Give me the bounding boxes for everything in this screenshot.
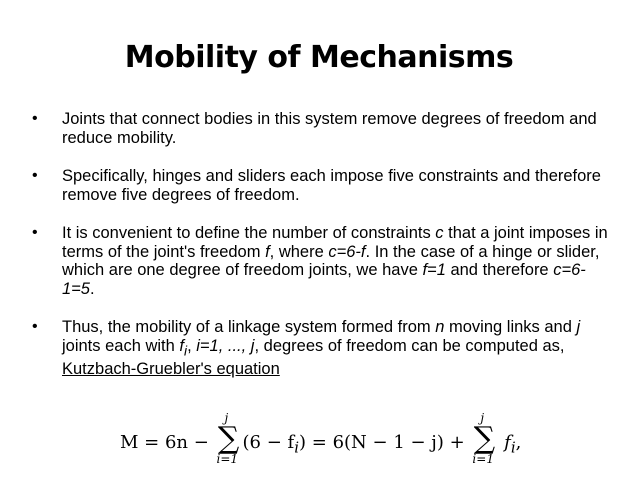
summation-2-lower: i=1 (472, 452, 494, 466)
summation-1-upper: j (224, 411, 229, 425)
var-j: j (576, 318, 581, 336)
formula-lhs: M = 6n − (120, 432, 215, 453)
slide-title: Mobility of Mechanisms (124, 40, 514, 75)
mobility-formula (120, 410, 520, 466)
bullet-dot-icon: • (32, 167, 38, 184)
formula-middle-2: ) = 6(N − 1 − j) + (299, 432, 471, 453)
bullet-list (32, 110, 612, 399)
formula-tail-subscript: i (510, 438, 516, 457)
bullet-text-part: , degrees of freedom can be computed as, (254, 336, 565, 355)
bullet-dot-icon: • (32, 110, 38, 127)
bullet-text-part: . (90, 279, 95, 298)
summation-1-lower: i=1 (216, 452, 239, 466)
bullet-text-part: Thus, the mobility of a linkage system formed from (62, 318, 436, 336)
equation-f: f=1 (422, 261, 446, 279)
summation-2 (470, 411, 498, 466)
var-c: c (435, 224, 444, 242)
var-fi: f (179, 336, 184, 355)
equation-c: c=6-f (328, 242, 366, 261)
equation-c-value: c=6-1=5 (62, 261, 586, 298)
sigma-icon: ∑ (473, 421, 496, 456)
bullet-text-part: . In the case of a hinge or slider, which are one degree of freedom joints, we have (62, 242, 600, 279)
bullet-text-part: and therefore (445, 261, 554, 279)
bullet-text-part: moving links and (444, 318, 577, 336)
summation-1 (215, 411, 243, 466)
bullet-text: Joints that connect bodies in this system remove degrees of freedom and reduce mobility. (62, 110, 597, 147)
formula-tail: f (498, 432, 511, 453)
bullet-text-part: , where (269, 242, 329, 261)
bullet-text-part: that a joint imposes in terms of the joint's freedom (62, 224, 608, 261)
bullet-item (32, 224, 612, 298)
var-f: f (265, 242, 270, 261)
bullet-text-part: joints each with (62, 336, 180, 355)
var-n: n (435, 318, 445, 336)
bullet-item (32, 167, 612, 204)
bullet-dot-icon: • (32, 318, 38, 335)
formula-middle-subscript: i (294, 438, 300, 457)
bullet-item (32, 110, 612, 147)
index-range: i=1, ..., j (196, 336, 255, 355)
bullet-text: Specifically, hinges and sliders each impose five constraints and therefore remove five degrees of freedom. (62, 167, 601, 204)
var-fi-subscript: i (184, 342, 188, 358)
formula-end: , (515, 432, 522, 453)
bullet-dot-icon: • (32, 224, 38, 241)
summation-2-upper: j (480, 411, 485, 425)
bullet-text-part: , (187, 336, 197, 355)
bullet-text-part: It is convenient to define the number of constraints (62, 224, 436, 242)
kutzbach-gruebler-link[interactable]: Kutzbach-Gruebler's equation (62, 360, 280, 379)
formula-middle: (6 − f (242, 432, 295, 453)
bullet-item (32, 318, 612, 379)
sigma-icon: ∑ (217, 421, 240, 456)
